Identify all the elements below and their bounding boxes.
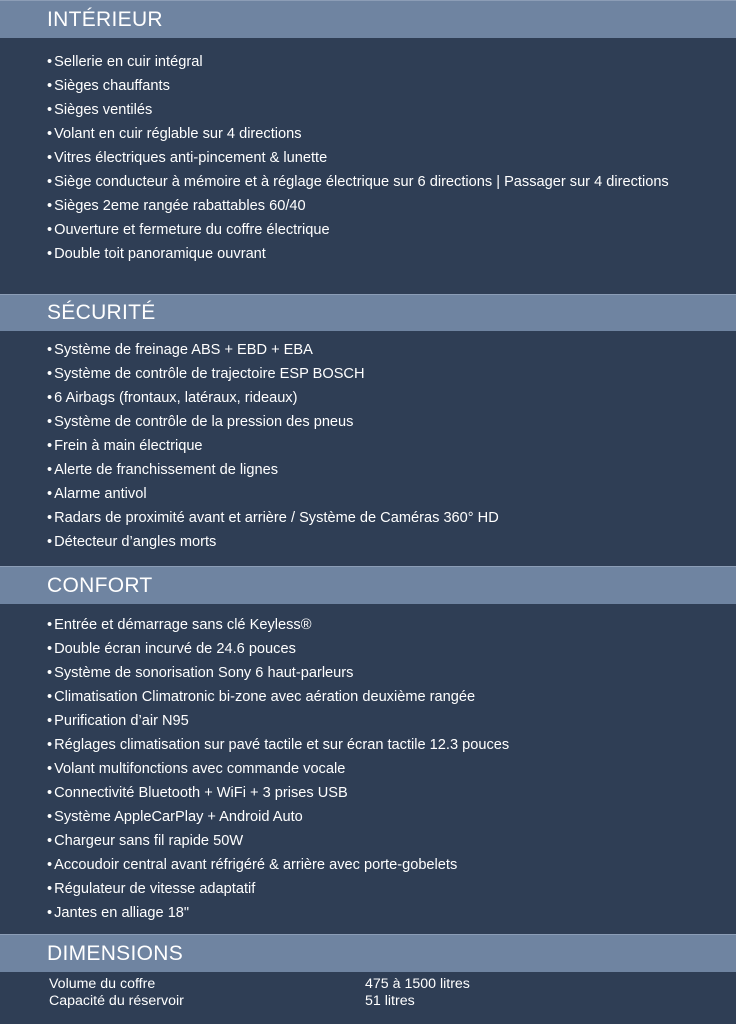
dimension-value: 51 litres: [365, 993, 415, 1009]
list-item: • Système de contrôle de la pression des pneus: [47, 414, 354, 430]
section-title-securite: SÉCURITÉ: [47, 301, 156, 324]
securite-list: [47, 338, 499, 554]
list-item: • Siège conducteur à mémoire et à réglage électrique sur 6 directions | Passager sur 4 directions: [47, 174, 669, 190]
section-header-interieur: [0, 0, 736, 38]
list-item: • Ouverture et fermeture du coffre électrique: [47, 222, 330, 238]
dimensions-row: [49, 976, 470, 993]
section-header-dimensions: [0, 934, 736, 972]
dimensions-row: [49, 993, 470, 1010]
list-item: • Régulateur de vitesse adaptatif: [47, 881, 256, 897]
list-item: • Alarme antivol: [47, 486, 147, 502]
list-item: • Volant en cuir réglable sur 4 directions: [47, 126, 302, 142]
list-item: • Détecteur d’angles morts: [47, 534, 217, 550]
list-item: • Purification d’air N95: [47, 713, 189, 729]
list-item: • Système AppleCarPlay + Android Auto: [47, 809, 303, 825]
interieur-list: [47, 50, 669, 266]
list-item: • Alerte de franchissement de lignes: [47, 462, 279, 478]
list-item: • Sièges chauffants: [47, 78, 170, 94]
list-item: • Connectivité Bluetooth + WiFi + 3 prises USB: [47, 785, 348, 801]
list-item: • Frein à main électrique: [47, 438, 203, 454]
list-item: • Climatisation Climatronic bi-zone avec aération deuxième rangée: [47, 689, 476, 705]
list-item: • Entrée et démarrage sans clé Keyless®: [47, 617, 312, 633]
list-item: • Sièges 2eme rangée rabattables 60/40: [47, 198, 306, 214]
list-item: • Chargeur sans fil rapide 50W: [47, 833, 244, 849]
section-header-securite: [0, 294, 736, 331]
confort-list: [47, 613, 509, 925]
list-item: • Vitres électriques anti-pincement & lunette: [47, 150, 328, 166]
list-item: • Radars de proximité avant et arrière / Système de Caméras 360° HD: [47, 510, 499, 526]
dimension-value: 475 à 1500 litres: [365, 976, 470, 992]
list-item: • 6 Airbags (frontaux, latéraux, rideaux): [47, 390, 298, 406]
list-item: • Jantes en alliage 18": [47, 905, 190, 921]
list-item: • Double écran incurvé de 24.6 pouces: [47, 641, 296, 657]
list-item: • Système de contrôle de trajectoire ESP BOSCH: [47, 366, 365, 382]
list-item: • Accoudoir central avant réfrigéré & arrière avec porte-gobelets: [47, 857, 458, 873]
list-item: • Système de sonorisation Sony 6 haut-parleurs: [47, 665, 354, 681]
section-header-confort: [0, 566, 736, 604]
section-title-dimensions: DIMENSIONS: [47, 941, 184, 965]
section-title-confort: CONFORT: [47, 573, 153, 597]
list-item: • Système de freinage ABS + EBD + EBA: [47, 342, 313, 358]
dimensions-table: [49, 976, 470, 1010]
list-item: • Volant multifonctions avec commande vocale: [47, 761, 346, 777]
dimension-label: Capacité du réservoir: [49, 993, 184, 1009]
list-item: • Sièges ventilés: [47, 102, 153, 118]
list-item: • Double toit panoramique ouvrant: [47, 246, 266, 262]
list-item: • Sellerie en cuir intégral: [47, 54, 203, 70]
section-title-interieur: INTÉRIEUR: [47, 7, 163, 31]
list-item: • Réglages climatisation sur pavé tactile et sur écran tactile 12.3 pouces: [47, 737, 510, 753]
dimension-label: Volume du coffre: [49, 976, 156, 992]
